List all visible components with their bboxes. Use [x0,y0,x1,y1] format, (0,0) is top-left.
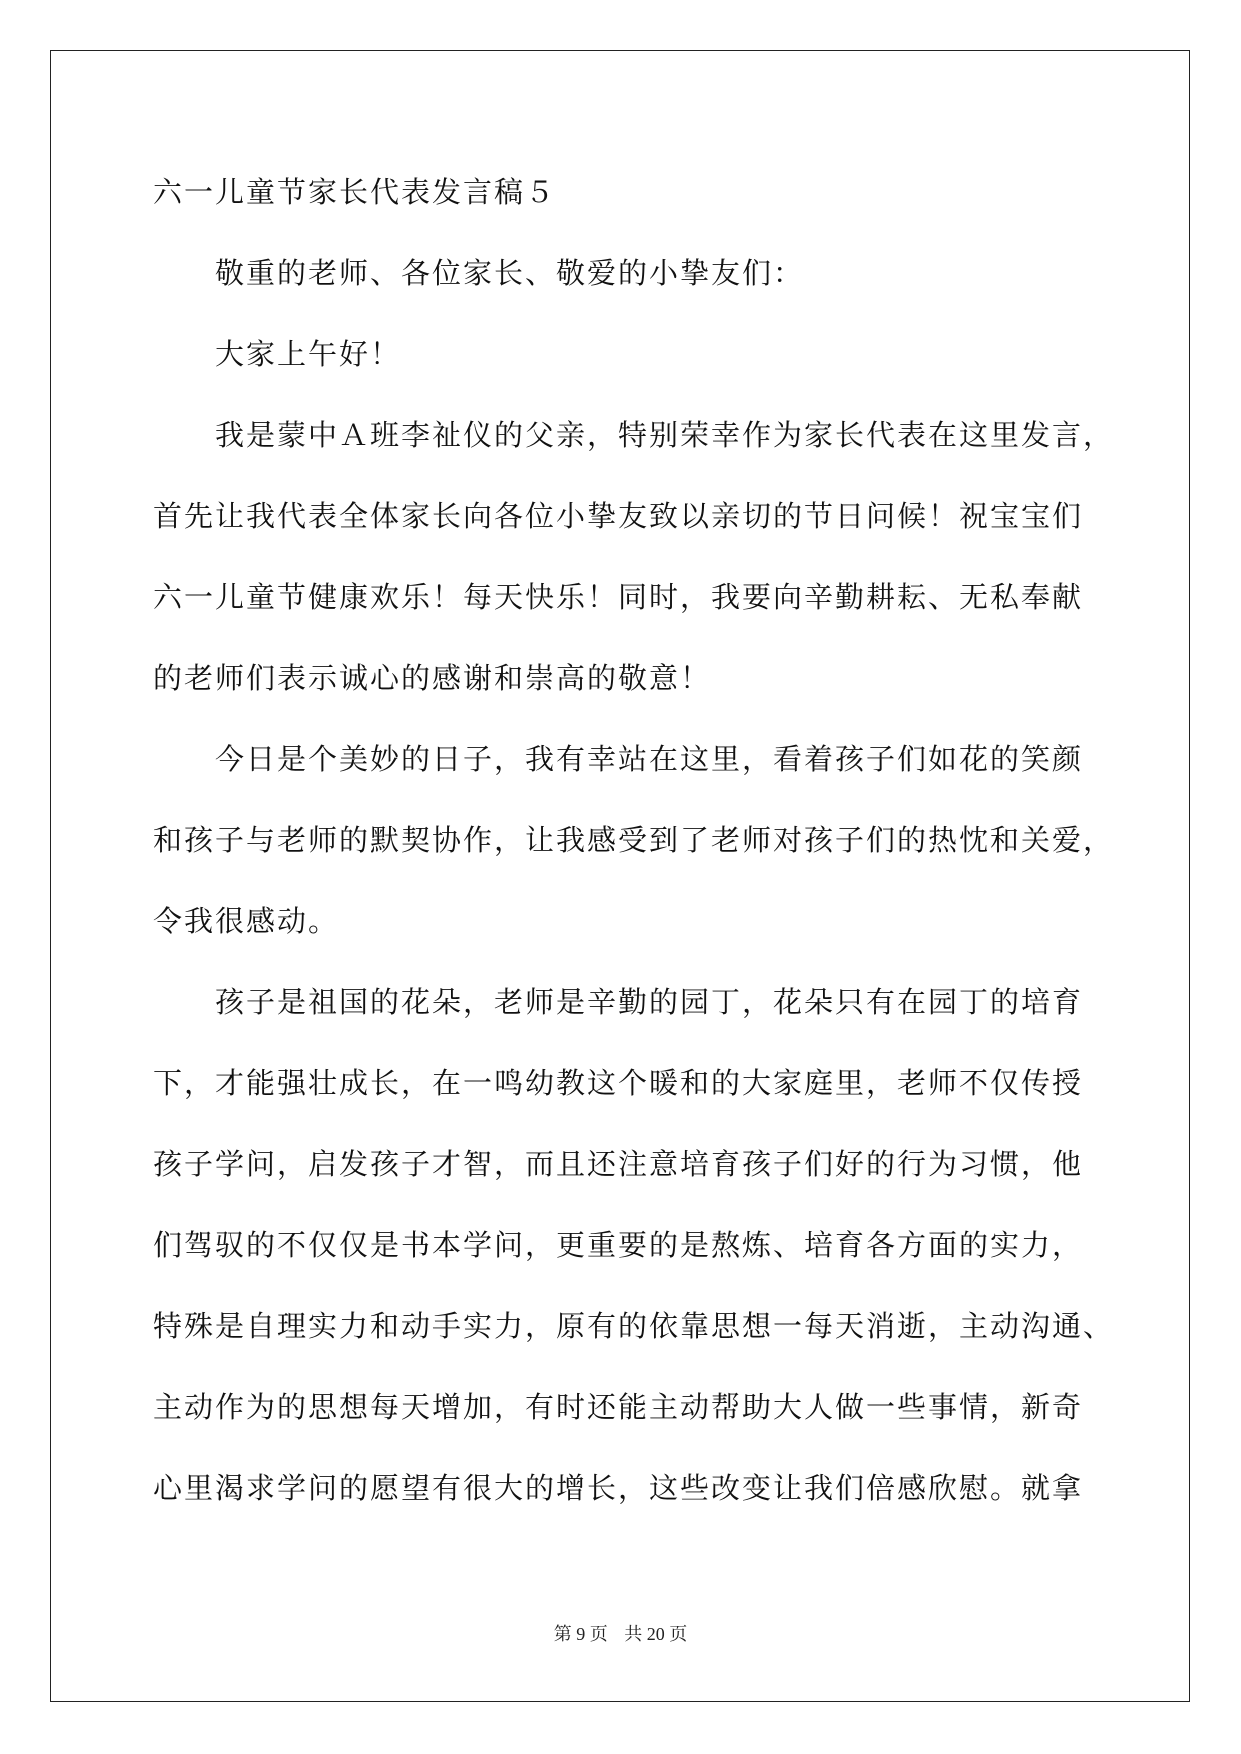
text-line: 孩子学问，启发孩子才智，而且还注意培育孩子们好的行为习惯，他 [153,1147,1084,1181]
text-line: 心里渴求学问的愿望有很大的增长，这些改变让我们倍感欣慰。就拿 [153,1471,1084,1505]
text-line: 六一儿童节健康欢乐！每天快乐！同时，我要向辛勤耕耘、无私奉献 [153,580,1084,614]
text-line: 们驾驭的不仅仅是书本学问，更重要的是熬炼、培育各方面的实力， [153,1228,1084,1262]
document-body [153,162,1115,1539]
text-line: 敬重的老师、各位家长、敬爱的小挚友们： [215,256,805,290]
text-line: 首先让我代表全体家长向各位小挚友致以亲切的节日问候！祝宝宝们 [153,499,1084,533]
page-footer [0,1620,1241,1646]
text-line: 下，才能强壮成长，在一鸣幼教这个暖和的大家庭里，老师不仅传授 [153,1066,1084,1100]
text-line: 的老师们表示诚心的感谢和崇高的敬意！ [153,661,712,695]
text-line: 和孩子与老师的默契协作，让我感受到了老师对孩子们的热忱和关爱， [153,823,1115,857]
text-line: 我是蒙中Ａ班李祉仪的父亲，特别荣幸作为家长代表在这里发言， [215,418,1115,452]
document-title: 六一儿童节家长代表发言稿５ [153,175,557,209]
text-line: 令我很感动。 [153,904,340,938]
page-total: 共 20 页 [624,1624,688,1644]
text-line: 今日是个美妙的日子，我有幸站在这里，看着孩子们如花的笑颜 [215,742,1084,776]
text-line: 孩子是祖国的花朵，老师是辛勤的园丁，花朵只有在园丁的培育 [215,985,1084,1019]
text-line: 主动作为的思想每天增加，有时还能主动帮助大人做一些事情，新奇 [153,1390,1084,1424]
text-line: 大家上午好！ [215,337,402,371]
text-line: 特殊是自理实力和动手实力，原有的依靠思想一每天消逝，主动沟通、 [153,1309,1115,1343]
page-number: 第 9 页 [553,1624,608,1644]
